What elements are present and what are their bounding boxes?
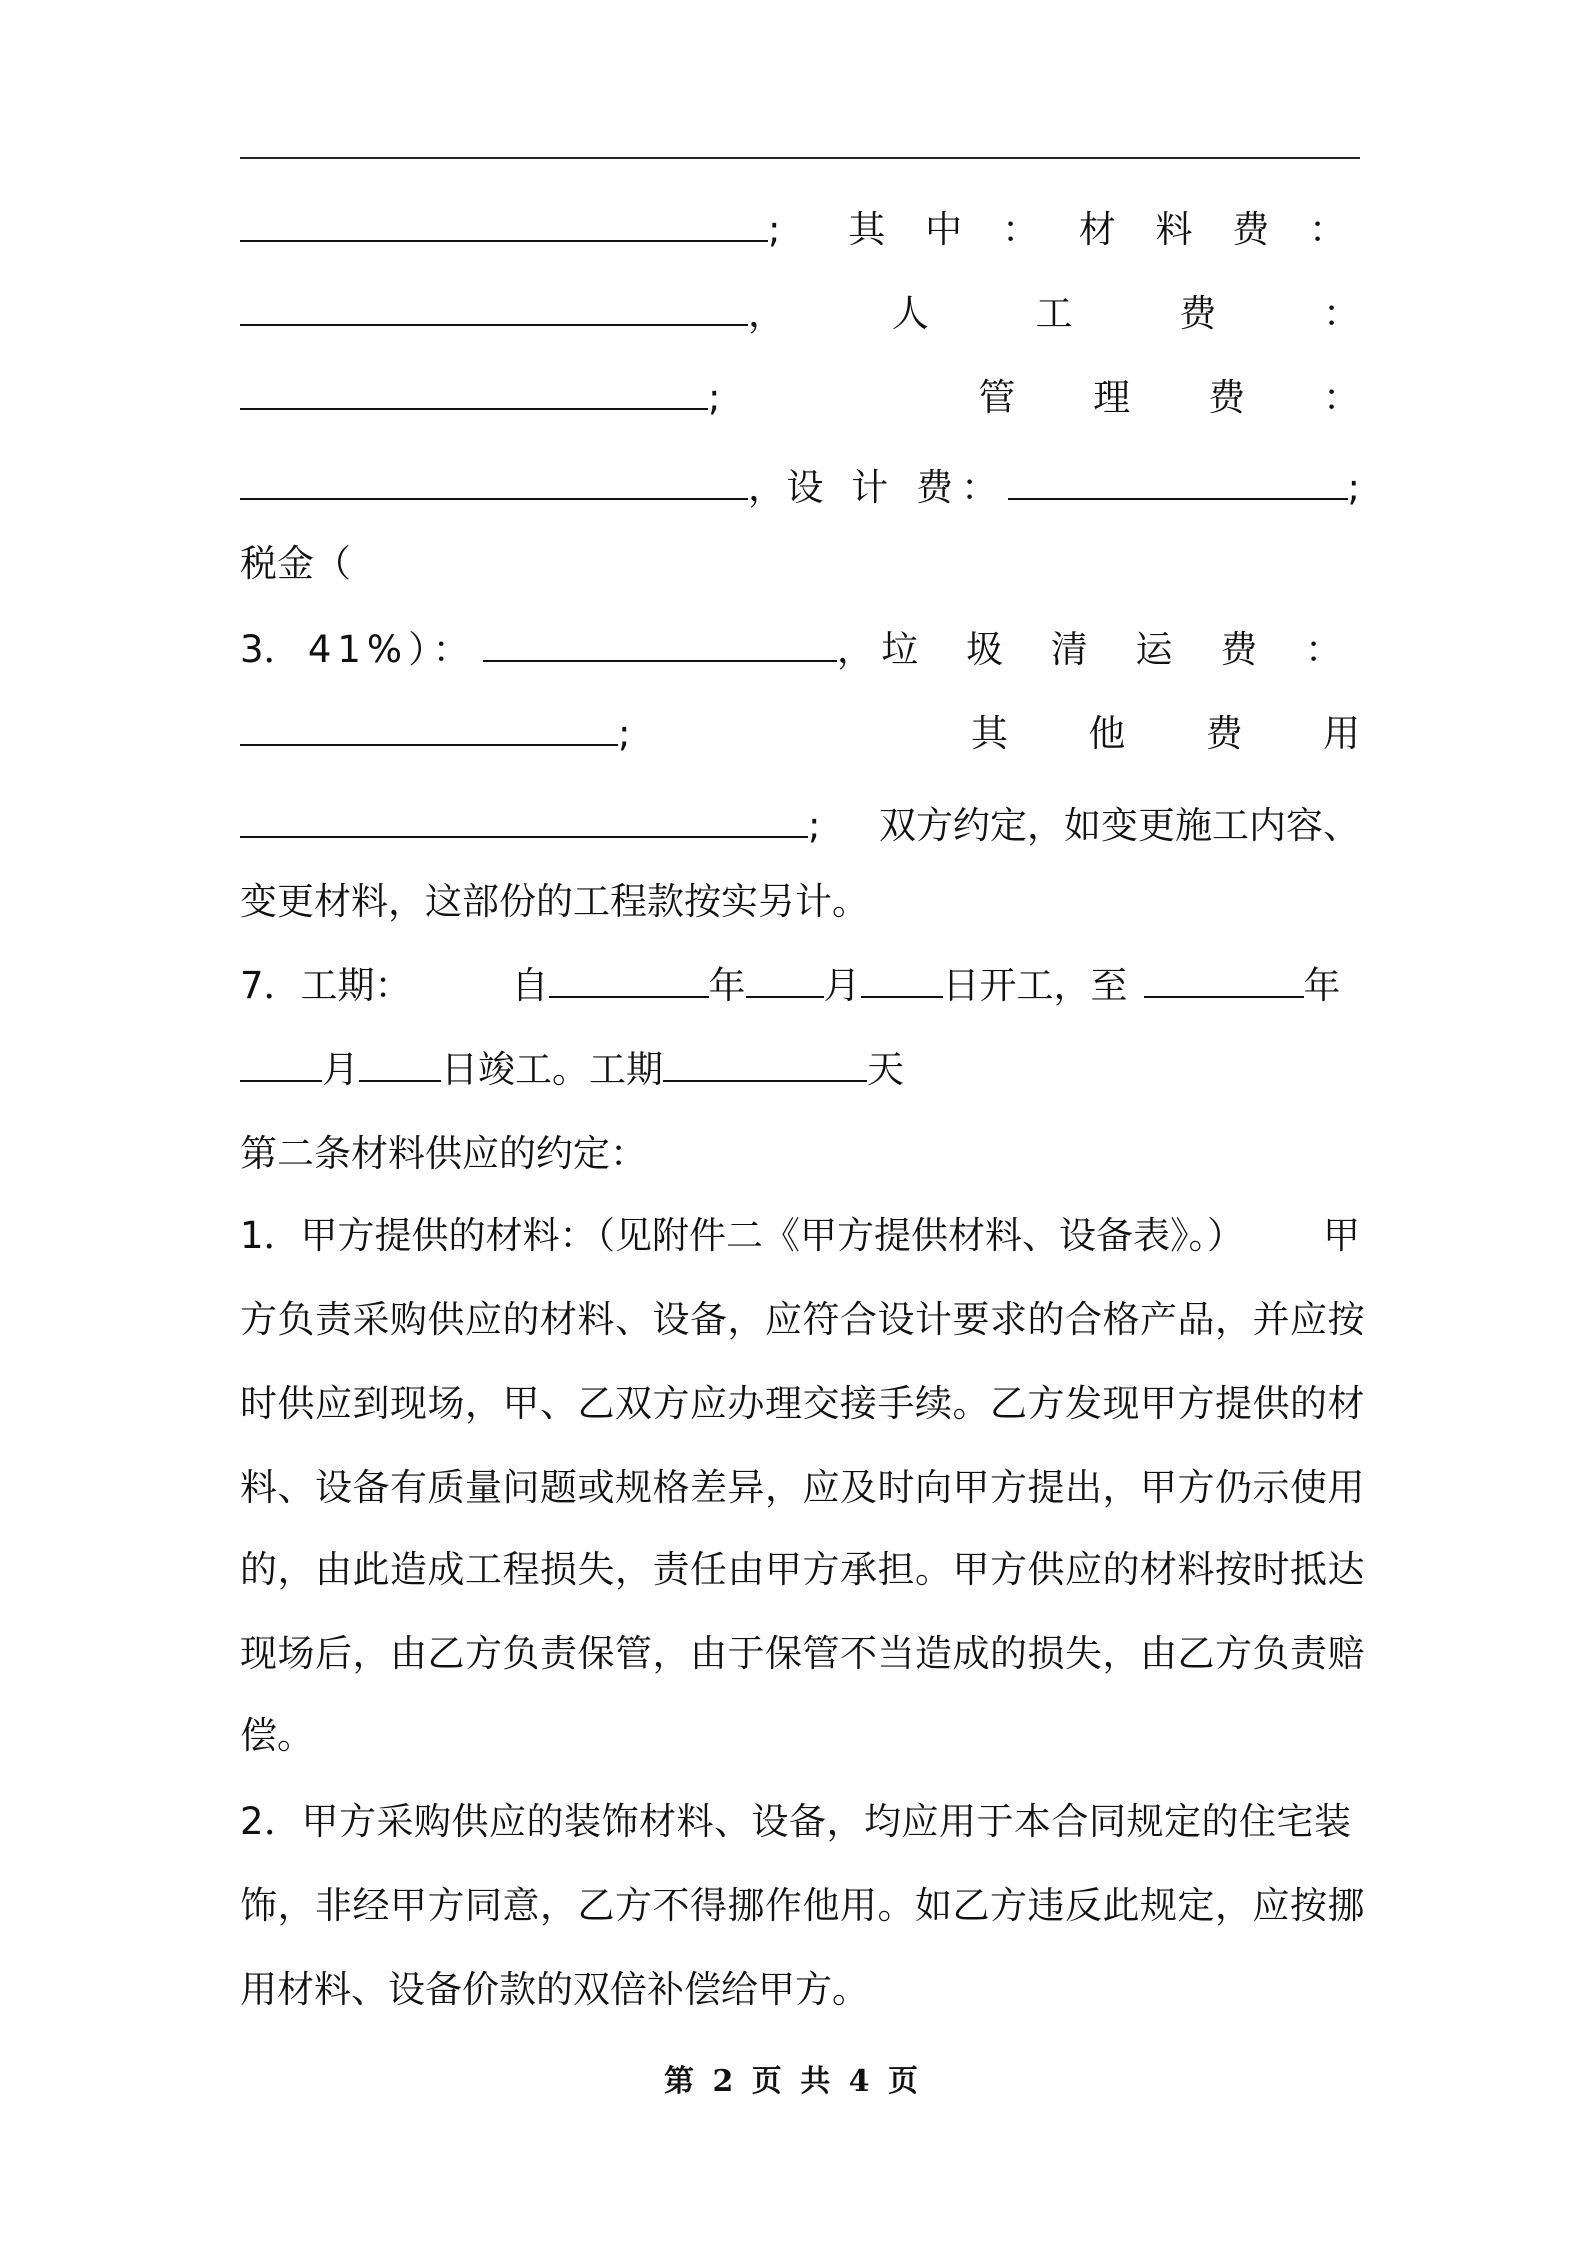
separator: ， <box>748 292 785 335</box>
line-management-fee <box>240 368 1360 428</box>
header-rule <box>240 157 1360 159</box>
other-fee-char: 他 <box>1088 712 1126 755</box>
line-garbage-fee <box>240 620 1360 680</box>
colon: ： <box>1323 292 1360 335</box>
year-label: 年 <box>708 964 746 1007</box>
paragraph-text: 时供应到现场，甲、乙双方应办理交接手续。乙方发现甲方提供的材 <box>240 1382 1365 1425</box>
clause-1-text: 1．甲方提供的材料：（见附件二《甲方提供材料、设备表》。） <box>240 1214 1245 1257</box>
blank-labor-fee[interactable] <box>240 370 708 410</box>
management-fee-char: 管 <box>978 376 1016 419</box>
paragraph-line <box>240 1706 1360 1766</box>
paragraph-text: 用材料、设备价款的双倍补偿给甲方。 <box>240 1968 869 2011</box>
separator: ; <box>768 208 781 251</box>
clause-2-line <box>240 1792 1360 1852</box>
line-agreement-cont <box>240 872 1360 932</box>
agreement-text: 双方约定，如变更施工内容、 <box>879 804 1360 847</box>
separator: ; <box>708 376 721 419</box>
line-material-fee <box>240 200 1360 260</box>
blank-design-fee[interactable] <box>1008 460 1348 500</box>
completion-label: 日竣工。工期 <box>441 1048 663 1091</box>
separator: ; <box>1347 466 1360 509</box>
labor-fee-char: 工 <box>1035 292 1073 335</box>
line-design-fee <box>240 458 1360 518</box>
start-label: 日开工，至 <box>942 964 1128 1007</box>
management-fee-char: 费 <box>1208 376 1246 419</box>
section-title: 第二条材料供应的约定： <box>240 1132 647 1175</box>
line-labor-fee <box>240 284 1360 344</box>
separator: ; <box>808 804 821 847</box>
tax-rate: 41%）： <box>307 628 476 671</box>
separator: ， <box>748 466 785 509</box>
page-footer: 第 2 页 共 4 页 <box>664 2064 922 2099</box>
section-heading <box>240 1124 1360 1184</box>
blank-other-fee[interactable] <box>240 798 808 838</box>
year-label: 年 <box>1303 964 1341 1007</box>
line-other-fee <box>240 704 1360 764</box>
blank-management-fee[interactable] <box>240 460 748 500</box>
labor-fee-char: 费 <box>1179 292 1217 335</box>
material-fee-label: 其 中 ： 材 料 费 ： <box>848 208 1360 251</box>
clause-2-text: 2．甲方采购供应的装饰材料、设备，均应用于本合同规定的住宅装 <box>240 1800 1352 1843</box>
line-clause-1 <box>240 1206 1360 1266</box>
blank-start-year[interactable] <box>549 958 709 998</box>
management-fee-char: 理 <box>1093 376 1131 419</box>
blank-end-month[interactable] <box>240 1042 322 1082</box>
month-label: 月 <box>823 964 861 1007</box>
labor-fee-char: 人 <box>891 292 929 335</box>
blank-end-day[interactable] <box>359 1042 441 1082</box>
paragraph-line <box>240 1540 1365 1600</box>
agreement-text-cont: 变更材料，这部份的工程款按实另计。 <box>240 880 869 923</box>
separator: ， <box>836 628 874 671</box>
other-fee-char: 费 <box>1205 712 1243 755</box>
separator: ; <box>618 712 631 755</box>
tax-label: 税金（ <box>240 542 351 585</box>
schedule-from: 自 <box>511 964 549 1007</box>
schedule-label: 7．工期： <box>240 964 412 1007</box>
blank-duration[interactable] <box>663 1042 867 1082</box>
tax-rate-prefix: 3． <box>240 628 301 671</box>
paragraph-line <box>240 1624 1365 1684</box>
line-schedule <box>240 956 1360 1016</box>
paragraph-text: 的，由此造成工程损失，责任由甲方承担。甲方供应的材料按时抵达 <box>240 1548 1365 1591</box>
paragraph-text: 偿。 <box>240 1714 314 1757</box>
line-agreement <box>240 796 1360 856</box>
paragraph-text: 方负责采购供应的材料、设备，应符合设计要求的合格产品，并应按 <box>240 1298 1365 1341</box>
other-fee-char: 用 <box>1322 712 1360 755</box>
paragraph-line <box>240 1374 1365 1434</box>
blank-material-fee[interactable] <box>240 286 748 326</box>
month-label: 月 <box>322 1048 359 1091</box>
other-fee-char: 其 <box>970 712 1008 755</box>
design-fee-label: 设 计 费： <box>786 466 1007 509</box>
paragraph-text: 料、设备有质量问题或规格差异，应及时向甲方提出，甲方仍示使用 <box>240 1466 1365 1509</box>
paragraph-text: 现场后，由乙方负责保管，由于保管不当造成的损失，由乙方负责赔 <box>240 1632 1365 1675</box>
garbage-fee-label: 垃 圾 清 运 费 ： <box>881 628 1360 671</box>
blank-start-month[interactable] <box>746 958 824 998</box>
paragraph-line <box>240 1458 1365 1518</box>
clause-1-tail: 甲 <box>1323 1214 1360 1257</box>
paragraph-line <box>240 1876 1365 1936</box>
colon: ： <box>1322 376 1360 419</box>
blank-total[interactable] <box>240 202 768 242</box>
blank-end-year[interactable] <box>1144 958 1304 998</box>
paragraph-line <box>240 1290 1365 1350</box>
blank-tax[interactable] <box>483 622 837 662</box>
paragraph-text: 饰，非经甲方同意，乙方不得挪作他用。如乙方违反此规定，应按挪 <box>240 1884 1365 1927</box>
blank-start-day[interactable] <box>861 958 943 998</box>
paragraph-line <box>240 1960 1360 2020</box>
line-tax <box>240 534 1360 594</box>
blank-garbage-fee[interactable] <box>240 706 618 746</box>
line-schedule-cont <box>240 1040 1360 1100</box>
days-label: 天 <box>867 1048 904 1091</box>
